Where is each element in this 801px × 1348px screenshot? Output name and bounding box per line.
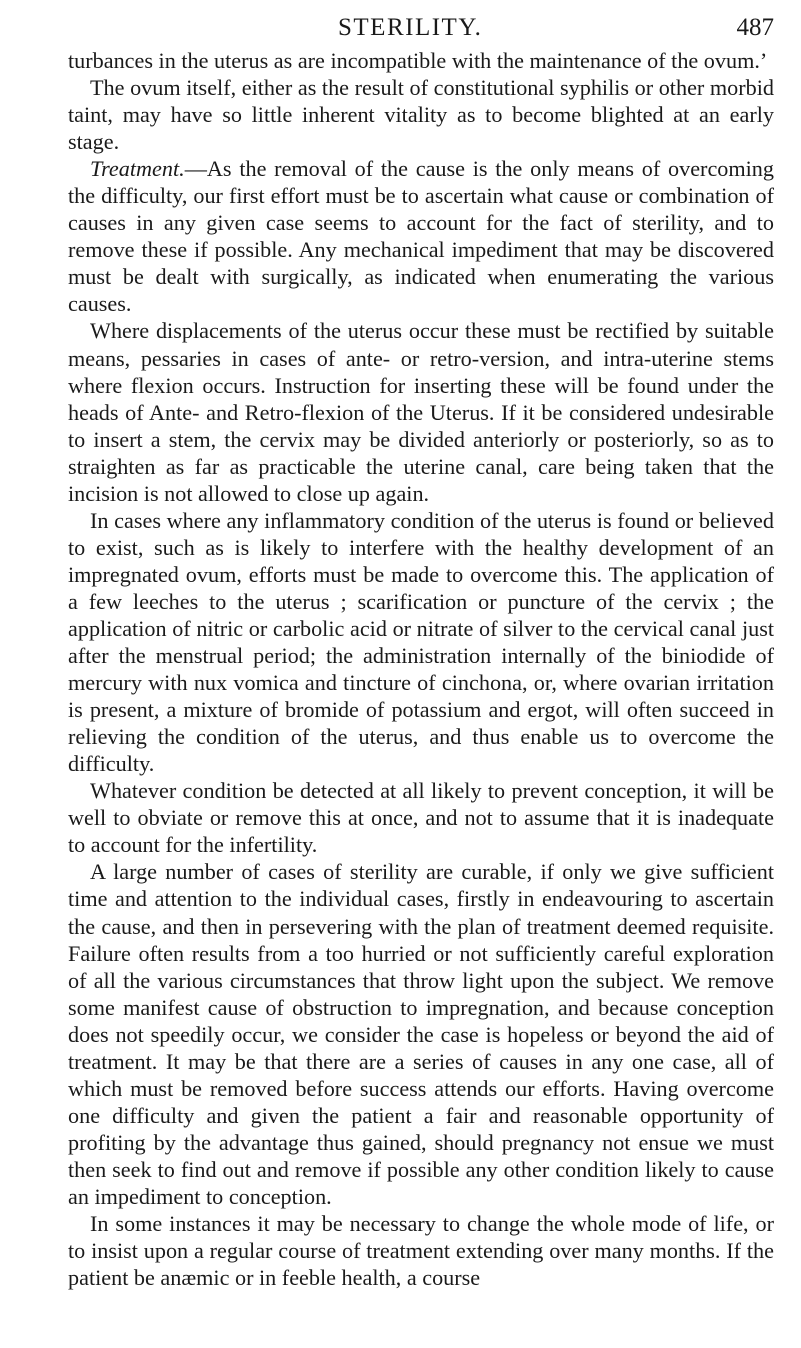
paragraph-curable-cases: A large number of cases of sterility are curable, if only we give sufficient time and attention to the individual cases, firstly in endeavouring to ascertain the cause, and then in persevering with the plan of treatment deemed requisite. Failure often results from a too hurried or not sufficiently careful exploration of all the various circumstances that throw light upon the subject. We remove some manifest cause of obstruction to impregnation, and because conception does not speedily occur, we consider the case is hopeless or beyond the aid of treatment. It may be that there are a series of causes in any one case, all of which must be removed before success attends our efforts. Having overcome one difficulty and given the patient a fair and reasonable opportunity of profiting by the advantage thus gained, should pregnancy not ensue we must then seek to find out and remove if possible any other condition likely to cause an impediment to conception.	[68, 859, 774, 1209]
paragraph-mode-of-life: In some instances it may be necessary to change the whole mode of life, or to insist upon a regular course of treatment extending over many months. If the patient be anæmic or in feeble health, a course	[68, 1211, 774, 1291]
paragraph-inflammatory: In cases where any inflammatory condition of the uterus is found or believed to exist, such as is likely to interfere with the healthy development of an impregnated ovum, efforts must be made to overcome this. The application of a few leeches to the uterus ; scarification or puncture of the cervix ; the application of nitric or carbolic acid or nitrate of silver to the cervical canal just after the menstrual period; the administration internally of the biniodide of mercury with nux vomica and tincture of cinchona, or, where ovarian irritation is present, a mixture of bromide of potassium and ergot, will often succeed in relieving the condition of the uterus, and thus enable us to overcome the difficulty.	[68, 507, 774, 777]
paragraph-continuation: turbances in the uterus as are incompatible with the maintenance of the ovum.’	[68, 48, 768, 73]
body-text	[68, 47, 774, 1291]
treatment-heading: Treatment.	[90, 156, 185, 182]
running-header	[68, 10, 774, 46]
running-title: STERILITY.	[338, 14, 483, 41]
paragraph-displacements: Where displacements of the uterus occur these must be rectified by suitable means, pessaries in cases of ante- or retro-version, and intra-uterine stems where flexion occurs. Instruction for inserting these will be found under the heads of Ante- and Retro-flexion of the Uterus. If it be considered undesirable to insert a stem, the cervix may be divided anteriorly or posteriorly, so as to straighten as far as practicable the uterine canal, care being taken that the incision is not allowed to close up again.	[68, 318, 774, 506]
paragraph-whatever-condition: Whatever condition be detected at all likely to prevent conception, it will be well to obviate or remove this at once, and not to assume that it is inadequate to account for the infertility.	[68, 778, 774, 858]
page-number: 487	[736, 14, 774, 41]
paragraph-treatment	[68, 155, 774, 317]
paragraph-ovum-vitality: The ovum itself, either as the result of constitutional syphilis or other morbid taint, may have so little inherent vitality as to become blighted at an early stage.	[68, 75, 774, 155]
treatment-text: —As the removal of the cause is the only means of overcoming the difficulty, our first effort must be to ascertain what cause or combination of causes in any given case seems to account for the fact of sterility, and to remove these if possible. Any mechanical impediment that may be discovered must be dealt with surgically, as indicated when enumerating the various causes.	[68, 156, 774, 317]
